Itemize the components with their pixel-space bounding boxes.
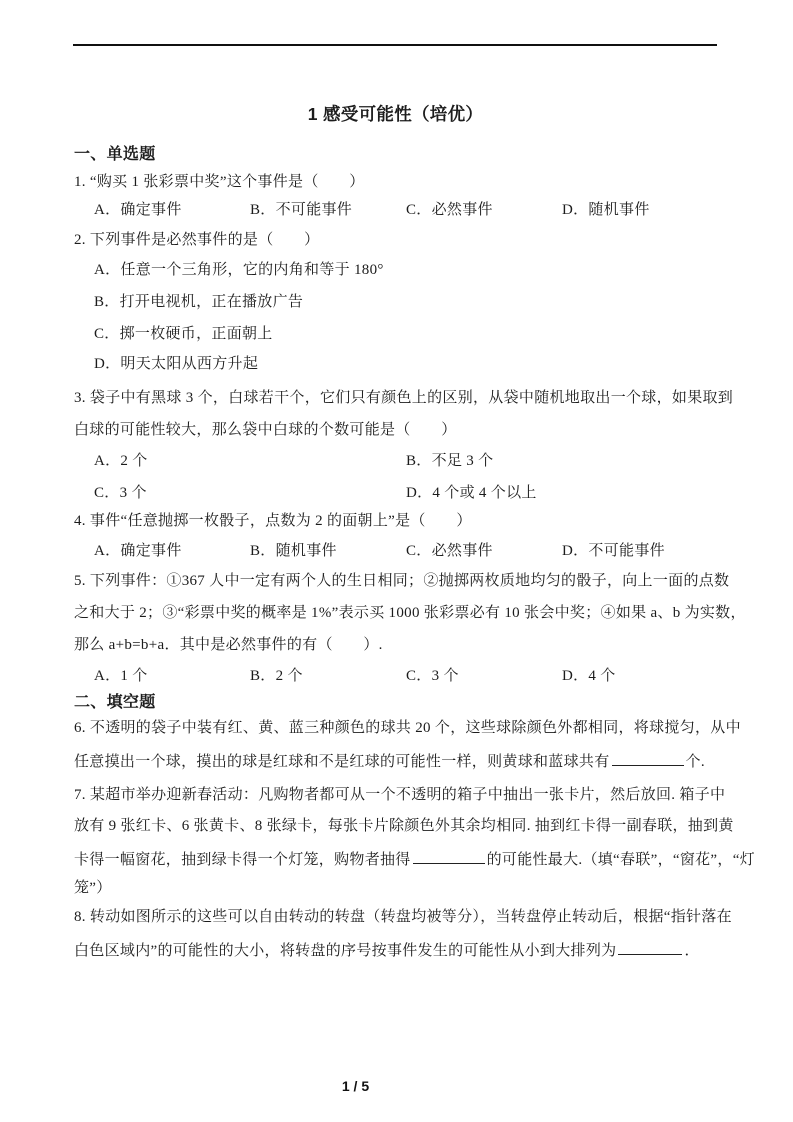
question-5-options (94, 666, 724, 687)
section-heading-fill-in-blank: 二、填空题 (74, 694, 156, 711)
question-1-options (94, 200, 724, 221)
q2-option-c: C．掷一枚硬币，正面朝上 (94, 326, 273, 342)
question-3-options-row-2 (94, 483, 724, 504)
q7-line3-post: 的可能性最大.（填“春联”，“窗花”，“灯 (486, 852, 755, 868)
question-7-line-3 (74, 848, 755, 871)
page-title: 1 感受可能性（培优） (307, 104, 484, 124)
q5-option-c: C．3 个 (406, 668, 459, 684)
q3-option-b: B．不足 3 个 (406, 453, 494, 469)
q7-answer-blank (413, 848, 485, 864)
header-rule (73, 44, 717, 46)
question-4-options (94, 541, 724, 562)
q1-option-b: B．不可能事件 (250, 202, 353, 218)
q1-option-a: A．确定事件 (94, 202, 182, 218)
question-4-stem: 4. 事件“任意抛掷一枚骰子，点数为 2 的面朝上”是（ ） (74, 513, 472, 529)
page-number: 1 / 5 (341, 1078, 370, 1094)
question-5-line-2: 之和大于 2；③“彩票中奖的概率是 1%”表示买 1000 张彩票必有 10 张会中奖；④如果 a、b 为实数， (74, 605, 746, 621)
q1-option-d: D．随机事件 (562, 202, 650, 218)
q3-option-a: A．2 个 (94, 453, 148, 469)
q4-option-a: A．确定事件 (94, 543, 182, 559)
question-7-line-4: 笼”） (74, 880, 112, 896)
question-8-line-1: 8. 转动如图所示的这些可以自由转动的转盘（转盘均被等分），当转盘停止转动后，根据“指针落在 (74, 909, 732, 925)
q2-option-a: A．任意一个三角形，它的内角和等于 180° (94, 262, 384, 278)
question-3-options-row-1 (94, 451, 724, 472)
q5-option-b: B．2 个 (250, 668, 303, 684)
question-2-stem: 2. 下列事件是必然事件的是（ ） (74, 232, 320, 248)
q3-option-d: D．4 个或 4 个以上 (406, 485, 537, 501)
question-3-line-1: 3. 袋子中有黑球 3 个，白球若干个，它们只有颜色上的区别，从袋中随机地取出一个球，如果取到 (74, 390, 734, 406)
q8-line2-pre: 白色区域内”的可能性的大小，将转盘的序号按事件发生的可能性从小到大排列为 (74, 943, 617, 959)
q6-line2-pre: 任意摸出一个球，摸出的球是红球和不是红球的可能性一样，则黄球和蓝球共有 (74, 754, 610, 770)
q7-line3-pre: 卡得一幅窗花，抽到绿卡得一个灯笼，购物者抽得 (74, 852, 411, 868)
q5-option-d: D．4 个 (562, 668, 616, 684)
q8-answer-blank (618, 939, 682, 955)
question-5-line-1: 5. 下列事件：①367 人中一定有两个人的生日相同；②抛掷两枚质地均匀的骰子，向上一面的点数 (74, 573, 730, 589)
question-7-line-2: 放有 9 张红卡、6 张黄卡、8 张绿卡，每张卡片除颜色外其余均相同. 抽到红卡得一副春联，抽到黄 (74, 818, 734, 834)
q8-line2-post: ． (684, 943, 700, 959)
question-5-line-3: 那么 a+b=b+a．其中是必然事件的有（ ）. (74, 637, 383, 653)
q5-option-a: A．1 个 (94, 668, 148, 684)
q4-option-c: C．必然事件 (406, 543, 493, 559)
question-6-line-2 (74, 750, 724, 773)
q3-option-c: C．3 个 (94, 485, 147, 501)
q6-line2-post: 个. (685, 754, 705, 770)
question-1-stem: 1. “购买 1 张彩票中奖”这个事件是（ ） (74, 174, 365, 190)
question-6-line-1: 6. 不透明的袋子中装有红、黄、蓝三种颜色的球共 20 个，这些球除颜色外都相同，将球搅匀，从中 (74, 720, 741, 736)
question-7-line-1: 7. 某超市举办迎新春活动：凡购物者都可从一个不透明的箱子中抽出一张卡片，然后放回. 箱子中 (74, 787, 726, 803)
q6-answer-blank (612, 750, 684, 766)
q4-option-d: D．不可能事件 (562, 543, 665, 559)
q2-option-d: D．明天太阳从西方升起 (94, 356, 259, 372)
q2-option-b: B．打开电视机，正在播放广告 (94, 294, 304, 310)
section-heading-multiple-choice: 一、单选题 (74, 146, 156, 163)
q4-option-b: B．随机事件 (250, 543, 337, 559)
question-8-line-2 (74, 939, 724, 962)
question-3-line-2: 白球的可能性较大，那么袋中白球的个数可能是（ ） (74, 422, 457, 438)
q1-option-c: C．必然事件 (406, 202, 493, 218)
